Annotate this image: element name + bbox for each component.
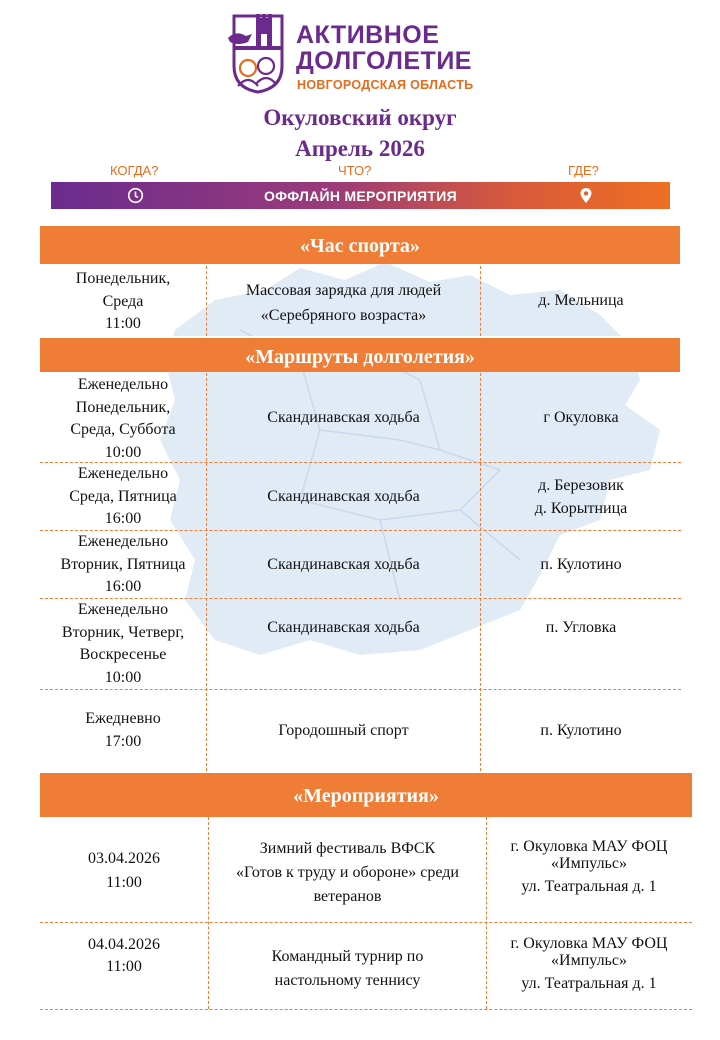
month-title: Апрель 2026 (295, 136, 425, 161)
where-label: ГДЕ? (568, 163, 599, 178)
table-divider (40, 922, 692, 923)
row-routes-what: Скандинавская ходьба (267, 556, 420, 573)
logo-emblem-icon (226, 8, 290, 94)
what-label: ЧТО? (338, 163, 372, 178)
row-events-where: г. Окуловка МАУ ФОЦ «Импульс» ул. Театральная д. 1 (510, 838, 668, 895)
row-sport-what: Массовая зарядка для людей «Серебряного возраста» (245, 282, 442, 324)
logo-title-line1: АКТИВНОЕ (296, 21, 440, 49)
district-title: Окуловский округ (263, 105, 457, 130)
row-routes-what: Городошный спорт (278, 722, 409, 739)
section-longevity-routes: «Маршруты долголетия» (40, 336, 680, 372)
logo-title-line2: ДОЛГОЛЕТИЕ (296, 47, 472, 75)
logo-region: НОВГОРОДСКАЯ ОБЛАСТЬ (297, 78, 474, 92)
row-sport-when: Понедельник, Среда 11:00 (75, 270, 171, 332)
row-routes-when: Еженедельно Вторник, Пятница 16:00 (60, 533, 186, 595)
row-routes-where: г Окуловка (543, 409, 619, 426)
row-routes-what: Скандинавская ходьба (267, 488, 420, 505)
section-sport-hour: «Час спорта» (40, 224, 680, 264)
table-divider (40, 689, 681, 690)
row-routes-when: Ежедневно 17:00 (85, 710, 161, 750)
row-routes-where: п. Угловка (545, 619, 617, 636)
row-routes-what: Скандинавская ходьба (267, 619, 420, 636)
row-routes-when: Еженедельно Понедельник, Среда, Суббота 10:00 (70, 376, 176, 461)
row-routes-where: п. Кулотино (540, 556, 622, 573)
section-events: «Мероприятия» (40, 771, 692, 817)
row-events-when: 04.04.2026 11:00 (88, 936, 160, 975)
row-routes-where: д. Березовик д. Корытница (534, 477, 628, 517)
row-sport-where: д. Мельница (538, 292, 624, 309)
row-routes-what: Скандинавская ходьба (267, 409, 420, 426)
table-divider (40, 1009, 692, 1010)
row-routes-where: п. Кулотино (540, 722, 622, 739)
offline-events-banner (51, 182, 670, 209)
row-routes-when: Еженедельно Среда, Пятница 16:00 (69, 465, 177, 527)
row-events-what: Зимний фестиваль ВФСК «Готов к труду и обороне» среди ветеранов (236, 840, 459, 905)
active-longevity-logo (226, 8, 506, 98)
row-events-when: 03.04.2026 11:00 (88, 850, 160, 891)
row-events-where: г. Окуловка МАУ ФОЦ «Импульс» ул. Театральная д. 1 (510, 935, 668, 992)
location-pin-icon (579, 187, 593, 204)
when-label: КОГДА? (110, 163, 159, 178)
row-routes-when: Еженедельно Вторник, Четверг, Воскресенье 10:00 (61, 601, 185, 686)
banner-title: ОФФЛАЙН МЕРОПРИЯТИЯ (263, 188, 457, 204)
row-events-what: Командный турнир по настольному теннису (271, 948, 424, 989)
